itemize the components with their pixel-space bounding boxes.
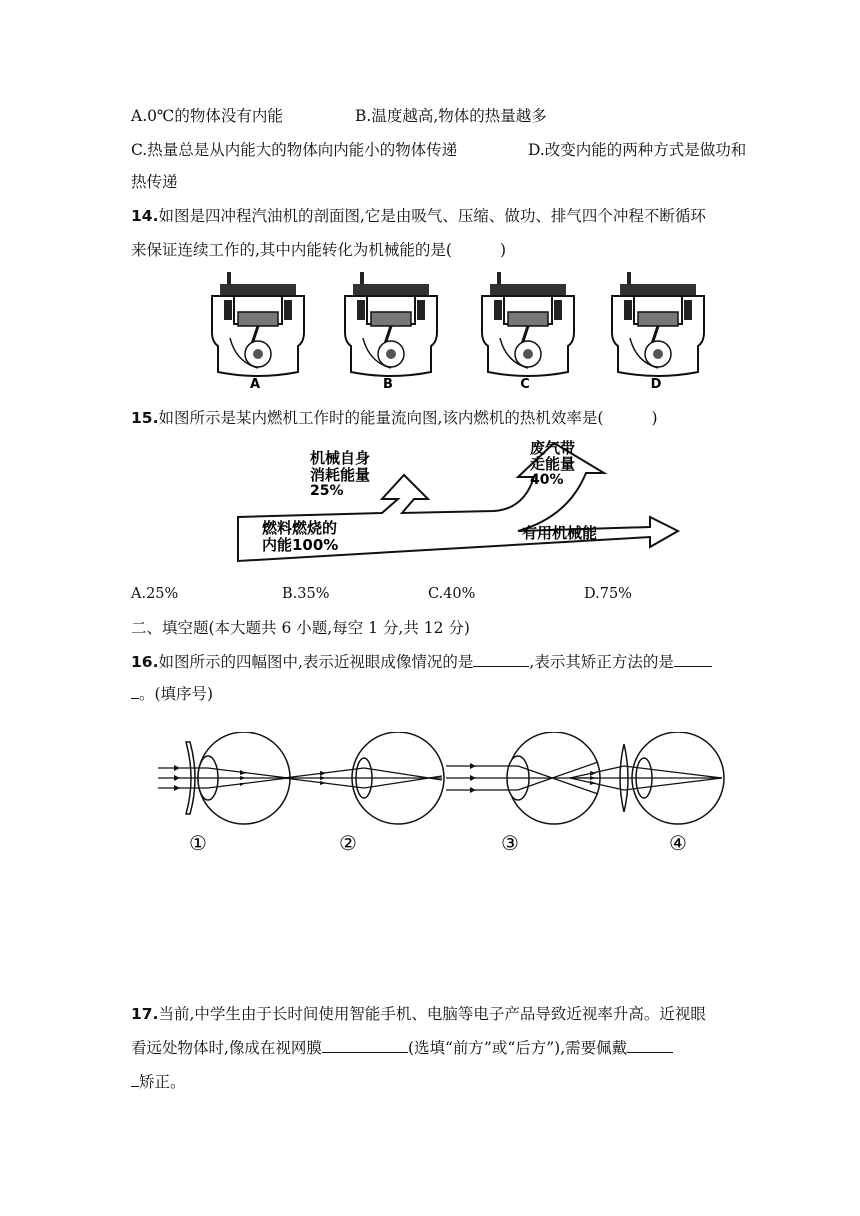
q13-option-d: D.改变内能的两种方式是做功和 — [528, 141, 747, 159]
eye-diagram-4 — [570, 732, 724, 824]
q14-text2: 来保证连续工作的,其中内能转化为机械能的是( — [131, 241, 452, 259]
q16-blank-1[interactable] — [473, 652, 529, 667]
q15-paren-close: ) — [651, 409, 658, 427]
eye-diagrams-figure — [150, 732, 725, 857]
eye-label-2: ② — [339, 831, 357, 855]
q17-text3: 矫正。 — [139, 1073, 186, 1091]
q15-option-d: D.75% — [584, 586, 632, 602]
q14-paren-close: ) — [499, 241, 507, 259]
q16-stem-line2 — [131, 684, 213, 704]
energy-flow-diagram — [232, 437, 687, 567]
q16-text2: 。(填序号) — [139, 685, 214, 703]
engine-strokes-figure — [205, 270, 705, 395]
q17-text1: 当前,中学生由于长时间使用智能手机、电脑等电子产品导致近视率升高。近视眼 — [158, 1005, 706, 1023]
loss2-line1: 废气带 — [530, 439, 576, 457]
q16-text1b: ,表示其矫正方法的是 — [529, 653, 674, 671]
q14-number: 14. — [131, 207, 159, 225]
q15-option-a: A.25% — [131, 586, 179, 602]
engine-label-a: A — [249, 377, 261, 392]
q14-stem-line2 — [131, 240, 506, 260]
q16-blank-2[interactable] — [674, 652, 712, 667]
eye-label-3: ③ — [501, 831, 519, 855]
loss1-line1: 机械自身 — [310, 449, 371, 467]
output-label: 有用机械能 — [522, 524, 598, 542]
q14-stem-line1 — [131, 206, 706, 226]
q17-blank-2[interactable] — [627, 1038, 673, 1053]
input-line1: 燃料燃烧的 — [262, 519, 338, 537]
q17-blank-1[interactable] — [322, 1038, 408, 1053]
q15-option-c: C.40% — [428, 586, 476, 602]
q13-option-b: B.温度越高,物体的热量越多 — [355, 107, 547, 125]
section-2-title: 二、填空题(本大题共 6 小题,每空 1 分,共 12 分) — [131, 619, 470, 637]
engine-label-c: C — [520, 377, 530, 392]
q13-option-a: A.0℃的物体没有内能 — [131, 107, 283, 125]
q17-stem-line1 — [131, 1004, 706, 1024]
q13-option-d-cont: 热传递 — [131, 173, 178, 191]
engine-label-d: D — [650, 377, 662, 392]
q15-option-b: B.35% — [282, 586, 330, 602]
q16-blank-2-cont — [131, 684, 139, 699]
q17-text2b: (选填“前方”或“后方”),需要佩戴 — [407, 1039, 628, 1057]
q15-text: 如图所示是某内燃机工作时的能量流向图,该内燃机的热机效率是( — [158, 409, 604, 427]
engine-label-b: B — [383, 377, 393, 392]
q16-number: 16. — [131, 653, 159, 671]
loss2-percent: 40% — [530, 472, 564, 488]
q17-blank-2-cont — [131, 1072, 139, 1087]
q17-number: 17. — [131, 1005, 159, 1023]
q17-stem-line3 — [131, 1072, 186, 1092]
q17-stem-line2 — [131, 1038, 673, 1058]
q13-option-c: C.热量总是从内能大的物体向内能小的物体传递 — [131, 141, 458, 159]
q14-text1: 如图是四冲程汽油机的剖面图,它是由吸气、压缩、做功、排气四个冲程不断循环 — [158, 207, 706, 225]
q17-text2a: 看远处物体时,像成在视网膜 — [131, 1039, 322, 1057]
loss1-line2: 消耗能量 — [310, 466, 371, 484]
q16-text1a: 如图所示的四幅图中,表示近视眼成像情况的是 — [158, 653, 474, 671]
eye-diagram-1 — [158, 732, 290, 824]
q15-stem — [131, 408, 658, 428]
q16-stem-line1 — [131, 652, 712, 672]
q15-number: 15. — [131, 409, 159, 427]
eye-label-4: ④ — [669, 831, 687, 855]
eye-label-1: ① — [189, 831, 207, 855]
loss2-line2: 走能量 — [530, 455, 576, 473]
input-line2: 内能100% — [262, 536, 339, 554]
loss1-percent: 25% — [310, 483, 344, 499]
eye-diagram-2 — [284, 732, 444, 824]
